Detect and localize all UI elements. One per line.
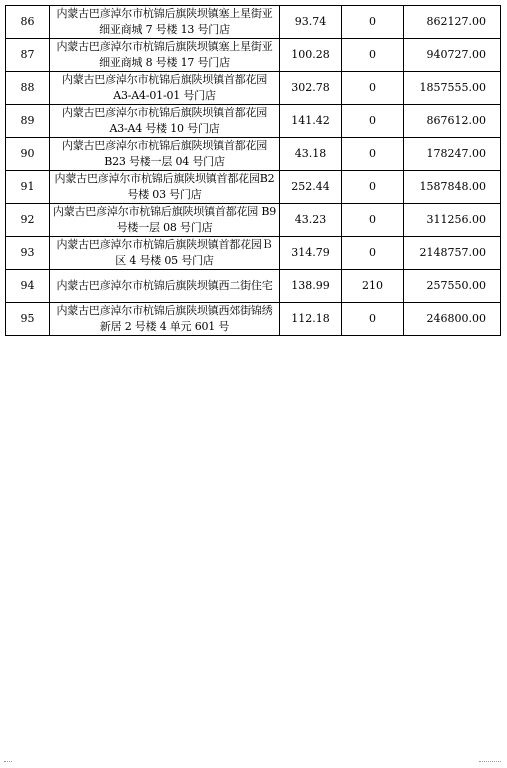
building-area: 138.99 xyxy=(280,270,342,303)
land-area: 0 xyxy=(342,105,404,138)
row-number: 95 xyxy=(6,303,50,336)
price-value: 1857555.00 xyxy=(404,72,501,105)
page-corner-mark-left xyxy=(4,761,12,766)
table-row xyxy=(6,237,501,270)
land-area: 0 xyxy=(342,138,404,171)
land-area: 0 xyxy=(342,303,404,336)
building-area: 100.28 xyxy=(280,39,342,72)
property-address: 内蒙古巴彦淖尔市杭锦后旗陕坝镇首都花园B23 号楼一层 04 号门店 xyxy=(50,138,280,171)
price-value: 311256.00 xyxy=(404,204,501,237)
land-area: 0 xyxy=(342,6,404,39)
table-row xyxy=(6,105,501,138)
building-area: 43.23 xyxy=(280,204,342,237)
row-number: 92 xyxy=(6,204,50,237)
price-value: 1587848.00 xyxy=(404,171,501,204)
row-number: 93 xyxy=(6,237,50,270)
building-area: 141.42 xyxy=(280,105,342,138)
row-number: 88 xyxy=(6,72,50,105)
table-row xyxy=(6,6,501,39)
property-address: 内蒙古巴彦淖尔市杭锦后旗陕坝镇塞上星街亚细亚商城 7 号楼 13 号门店 xyxy=(50,6,280,39)
price-value: 246800.00 xyxy=(404,303,501,336)
asset-table xyxy=(5,5,501,336)
price-value: 2148757.00 xyxy=(404,237,501,270)
building-area: 112.18 xyxy=(280,303,342,336)
land-area: 0 xyxy=(342,204,404,237)
property-address: 内蒙古巴彦淖尔市杭锦后旗陕坝镇首都花园 A3-A4 号楼 10 号门店 xyxy=(50,105,280,138)
land-area: 0 xyxy=(342,237,404,270)
table-row xyxy=(6,171,501,204)
table-row xyxy=(6,138,501,171)
property-address: 内蒙古巴彦淖尔市杭锦后旗陕坝镇西二街住宅 xyxy=(50,270,280,303)
price-value: 862127.00 xyxy=(404,6,501,39)
asset-table-body xyxy=(6,6,501,336)
table-row xyxy=(6,270,501,303)
building-area: 302.78 xyxy=(280,72,342,105)
table-row xyxy=(6,39,501,72)
building-area: 314.79 xyxy=(280,237,342,270)
price-value: 867612.00 xyxy=(404,105,501,138)
property-address: 内蒙古巴彦淖尔市杭锦后旗陕坝镇首都花园Ｂ区 4 号楼 05 号门店 xyxy=(50,237,280,270)
property-address: 内蒙古巴彦淖尔市杭锦后旗陕坝镇首都花园B2 号楼 03 号门店 xyxy=(50,171,280,204)
property-address: 内蒙古巴彦淖尔市杭锦后旗陕坝镇首都花园 B9 号楼一层 08 号门店 xyxy=(50,204,280,237)
row-number: 94 xyxy=(6,270,50,303)
land-area: 0 xyxy=(342,39,404,72)
row-number: 91 xyxy=(6,171,50,204)
page-corner-mark-right xyxy=(479,761,501,766)
table-row xyxy=(6,303,501,336)
property-address: 内蒙古巴彦淖尔市杭锦后旗陕坝镇西郊街锦绣新居 2 号楼 4 单元 601 号 xyxy=(50,303,280,336)
table-row xyxy=(6,72,501,105)
property-address: 内蒙古巴彦淖尔市杭锦后旗陕坝镇塞上星街亚细亚商城 8 号楼 17 号门店 xyxy=(50,39,280,72)
price-value: 178247.00 xyxy=(404,138,501,171)
land-area: 0 xyxy=(342,72,404,105)
building-area: 93.74 xyxy=(280,6,342,39)
price-value: 257550.00 xyxy=(404,270,501,303)
row-number: 90 xyxy=(6,138,50,171)
land-area: 0 xyxy=(342,171,404,204)
building-area: 252.44 xyxy=(280,171,342,204)
building-area: 43.18 xyxy=(280,138,342,171)
row-number: 87 xyxy=(6,39,50,72)
property-address: 内蒙古巴彦淖尔市杭锦后旗陕坝镇首都花园 A3-A4-01-01 号门店 xyxy=(50,72,280,105)
row-number: 89 xyxy=(6,105,50,138)
price-value: 940727.00 xyxy=(404,39,501,72)
table-row xyxy=(6,204,501,237)
land-area: 210 xyxy=(342,270,404,303)
row-number: 86 xyxy=(6,6,50,39)
